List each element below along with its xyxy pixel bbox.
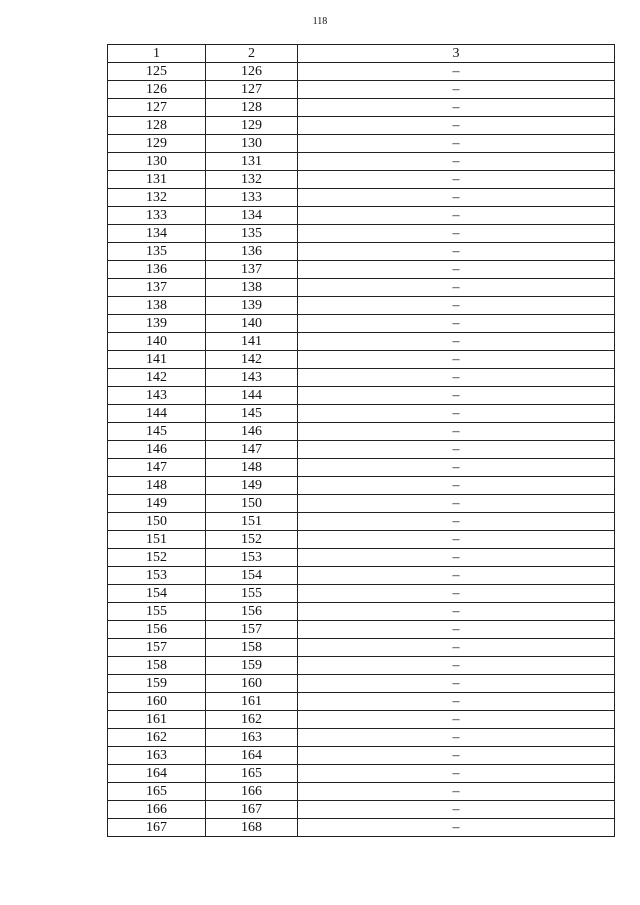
table-cell-col-1: 143 bbox=[108, 387, 206, 405]
table-cell-col-2: 140 bbox=[206, 315, 298, 333]
table-cell-col-2: 156 bbox=[206, 603, 298, 621]
table-row bbox=[108, 531, 615, 549]
table-row bbox=[108, 783, 615, 801]
table-cell-col-2: 151 bbox=[206, 513, 298, 531]
table-cell-col-3: – bbox=[298, 495, 615, 513]
table-cell-col-3: – bbox=[298, 549, 615, 567]
table-cell-col-1: 158 bbox=[108, 657, 206, 675]
table-row bbox=[108, 81, 615, 99]
table-cell-col-2: 144 bbox=[206, 387, 298, 405]
table-cell-col-1: 159 bbox=[108, 675, 206, 693]
table-row bbox=[108, 225, 615, 243]
table-cell-col-3: – bbox=[298, 387, 615, 405]
table-row bbox=[108, 387, 615, 405]
table-header bbox=[108, 45, 615, 63]
table-row bbox=[108, 261, 615, 279]
table-cell-col-3: – bbox=[298, 153, 615, 171]
table-cell-col-3: – bbox=[298, 207, 615, 225]
table-row bbox=[108, 675, 615, 693]
table-cell-col-2: 134 bbox=[206, 207, 298, 225]
table-cell-col-2: 167 bbox=[206, 801, 298, 819]
table-cell-col-2: 131 bbox=[206, 153, 298, 171]
table-row bbox=[108, 117, 615, 135]
table-cell-col-2: 165 bbox=[206, 765, 298, 783]
table-cell-col-1: 139 bbox=[108, 315, 206, 333]
table-cell-col-3: – bbox=[298, 189, 615, 207]
table-cell-col-2: 143 bbox=[206, 369, 298, 387]
table-row bbox=[108, 279, 615, 297]
table-cell-col-2: 168 bbox=[206, 819, 298, 837]
table-cell-col-3: – bbox=[298, 333, 615, 351]
table-row bbox=[108, 711, 615, 729]
table-row bbox=[108, 315, 615, 333]
table-cell-col-3: – bbox=[298, 315, 615, 333]
table-cell-col-2: 142 bbox=[206, 351, 298, 369]
table-cell-col-1: 125 bbox=[108, 63, 206, 81]
table-row bbox=[108, 405, 615, 423]
table-cell-col-2: 130 bbox=[206, 135, 298, 153]
table-cell-col-3: – bbox=[298, 711, 615, 729]
table-cell-col-3: – bbox=[298, 747, 615, 765]
table-cell-col-2: 153 bbox=[206, 549, 298, 567]
table-row bbox=[108, 63, 615, 81]
page-number: 118 bbox=[312, 16, 328, 27]
table-cell-col-2: 129 bbox=[206, 117, 298, 135]
table-cell-col-3: – bbox=[298, 369, 615, 387]
table-row bbox=[108, 189, 615, 207]
table-cell-col-2: 146 bbox=[206, 423, 298, 441]
table-cell-col-1: 138 bbox=[108, 297, 206, 315]
table-cell-col-1: 137 bbox=[108, 279, 206, 297]
table-cell-col-1: 148 bbox=[108, 477, 206, 495]
table-cell-col-3: – bbox=[298, 693, 615, 711]
table-row bbox=[108, 441, 615, 459]
table-cell-col-1: 140 bbox=[108, 333, 206, 351]
table-row bbox=[108, 423, 615, 441]
table-cell-col-3: – bbox=[298, 63, 615, 81]
table-cell-col-1: 142 bbox=[108, 369, 206, 387]
table-cell-col-1: 154 bbox=[108, 585, 206, 603]
table-cell-col-3: – bbox=[298, 225, 615, 243]
table-cell-col-3: – bbox=[298, 351, 615, 369]
table-cell-col-1: 127 bbox=[108, 99, 206, 117]
table-row bbox=[108, 801, 615, 819]
table-cell-col-2: 150 bbox=[206, 495, 298, 513]
table-row bbox=[108, 369, 615, 387]
column-header-1: 1 bbox=[108, 45, 206, 63]
table-cell-col-3: – bbox=[298, 675, 615, 693]
table-row bbox=[108, 657, 615, 675]
table-cell-col-1: 133 bbox=[108, 207, 206, 225]
table-cell-col-3: – bbox=[298, 513, 615, 531]
table-row bbox=[108, 693, 615, 711]
table-cell-col-2: 154 bbox=[206, 567, 298, 585]
table-cell-col-1: 132 bbox=[108, 189, 206, 207]
table-row bbox=[108, 603, 615, 621]
table-cell-col-2: 162 bbox=[206, 711, 298, 729]
table-row bbox=[108, 297, 615, 315]
table-cell-col-2: 136 bbox=[206, 243, 298, 261]
table-cell-col-2: 157 bbox=[206, 621, 298, 639]
table-cell-col-3: – bbox=[298, 783, 615, 801]
table-cell-col-1: 145 bbox=[108, 423, 206, 441]
table-row bbox=[108, 477, 615, 495]
table-row bbox=[108, 513, 615, 531]
column-header-3: 3 bbox=[298, 45, 615, 63]
table-row bbox=[108, 171, 615, 189]
table-cell-col-3: – bbox=[298, 117, 615, 135]
table-row bbox=[108, 549, 615, 567]
table-row bbox=[108, 585, 615, 603]
table-cell-col-1: 149 bbox=[108, 495, 206, 513]
table-cell-col-3: – bbox=[298, 603, 615, 621]
table-cell-col-1: 165 bbox=[108, 783, 206, 801]
table-row bbox=[108, 747, 615, 765]
table-cell-col-2: 128 bbox=[206, 99, 298, 117]
table-cell-col-3: – bbox=[298, 135, 615, 153]
table-cell-col-1: 128 bbox=[108, 117, 206, 135]
table-cell-col-1: 167 bbox=[108, 819, 206, 837]
table-cell-col-1: 141 bbox=[108, 351, 206, 369]
table-cell-col-2: 141 bbox=[206, 333, 298, 351]
table-cell-col-2: 137 bbox=[206, 261, 298, 279]
table-cell-col-2: 159 bbox=[206, 657, 298, 675]
table-cell-col-2: 152 bbox=[206, 531, 298, 549]
table-row bbox=[108, 621, 615, 639]
table-row bbox=[108, 819, 615, 837]
table-cell-col-2: 132 bbox=[206, 171, 298, 189]
table-row bbox=[108, 729, 615, 747]
table-cell-col-3: – bbox=[298, 621, 615, 639]
table-row bbox=[108, 243, 615, 261]
header-row bbox=[108, 45, 615, 63]
table-cell-col-2: 164 bbox=[206, 747, 298, 765]
table-cell-col-2: 133 bbox=[206, 189, 298, 207]
table-cell-col-1: 164 bbox=[108, 765, 206, 783]
table-cell-col-3: – bbox=[298, 297, 615, 315]
table-body bbox=[108, 63, 615, 837]
table-row bbox=[108, 207, 615, 225]
table-cell-col-1: 163 bbox=[108, 747, 206, 765]
table-cell-col-3: – bbox=[298, 567, 615, 585]
table-cell-col-3: – bbox=[298, 765, 615, 783]
table-cell-col-1: 130 bbox=[108, 153, 206, 171]
table-cell-col-1: 166 bbox=[108, 801, 206, 819]
table-cell-col-3: – bbox=[298, 441, 615, 459]
data-table bbox=[107, 44, 615, 837]
table-cell-col-2: 145 bbox=[206, 405, 298, 423]
table-cell-col-2: 147 bbox=[206, 441, 298, 459]
table-cell-col-2: 135 bbox=[206, 225, 298, 243]
table-row bbox=[108, 99, 615, 117]
table-row bbox=[108, 153, 615, 171]
table-row bbox=[108, 459, 615, 477]
table-cell-col-3: – bbox=[298, 171, 615, 189]
table-cell-col-3: – bbox=[298, 657, 615, 675]
table-cell-col-1: 157 bbox=[108, 639, 206, 657]
table-cell-col-1: 153 bbox=[108, 567, 206, 585]
table-row bbox=[108, 765, 615, 783]
table-cell-col-2: 160 bbox=[206, 675, 298, 693]
table-cell-col-2: 126 bbox=[206, 63, 298, 81]
table-cell-col-1: 135 bbox=[108, 243, 206, 261]
table-cell-col-3: – bbox=[298, 405, 615, 423]
table-cell-col-2: 138 bbox=[206, 279, 298, 297]
table-cell-col-1: 160 bbox=[108, 693, 206, 711]
table-cell-col-1: 136 bbox=[108, 261, 206, 279]
table-cell-col-3: – bbox=[298, 639, 615, 657]
table-row bbox=[108, 351, 615, 369]
table-cell-col-1: 146 bbox=[108, 441, 206, 459]
table-cell-col-3: – bbox=[298, 531, 615, 549]
table-cell-col-1: 144 bbox=[108, 405, 206, 423]
table-cell-col-2: 148 bbox=[206, 459, 298, 477]
table-cell-col-1: 156 bbox=[108, 621, 206, 639]
table-cell-col-3: – bbox=[298, 459, 615, 477]
table-cell-col-3: – bbox=[298, 477, 615, 495]
table-row bbox=[108, 639, 615, 657]
table-cell-col-3: – bbox=[298, 423, 615, 441]
table-cell-col-2: 139 bbox=[206, 297, 298, 315]
column-header-2: 2 bbox=[206, 45, 298, 63]
table-cell-col-3: – bbox=[298, 729, 615, 747]
table-cell-col-2: 149 bbox=[206, 477, 298, 495]
table-cell-col-3: – bbox=[298, 99, 615, 117]
table-cell-col-2: 127 bbox=[206, 81, 298, 99]
table-cell-col-3: – bbox=[298, 261, 615, 279]
table-cell-col-2: 158 bbox=[206, 639, 298, 657]
table-cell-col-2: 166 bbox=[206, 783, 298, 801]
table-cell-col-2: 163 bbox=[206, 729, 298, 747]
table-cell-col-1: 126 bbox=[108, 81, 206, 99]
table-cell-col-2: 161 bbox=[206, 693, 298, 711]
table-cell-col-1: 131 bbox=[108, 171, 206, 189]
table-row bbox=[108, 567, 615, 585]
table-cell-col-1: 134 bbox=[108, 225, 206, 243]
table-cell-col-3: – bbox=[298, 279, 615, 297]
table-cell-col-1: 161 bbox=[108, 711, 206, 729]
table-cell-col-1: 151 bbox=[108, 531, 206, 549]
table-cell-col-3: – bbox=[298, 243, 615, 261]
table-row bbox=[108, 333, 615, 351]
table-cell-col-3: – bbox=[298, 585, 615, 603]
table-cell-col-1: 155 bbox=[108, 603, 206, 621]
table-row bbox=[108, 495, 615, 513]
table-cell-col-3: – bbox=[298, 81, 615, 99]
table-cell-col-1: 150 bbox=[108, 513, 206, 531]
table-cell-col-1: 162 bbox=[108, 729, 206, 747]
table-cell-col-1: 129 bbox=[108, 135, 206, 153]
table-cell-col-3: – bbox=[298, 819, 615, 837]
table-row bbox=[108, 135, 615, 153]
table-cell-col-1: 152 bbox=[108, 549, 206, 567]
table-cell-col-2: 155 bbox=[206, 585, 298, 603]
table-cell-col-1: 147 bbox=[108, 459, 206, 477]
table-cell-col-3: – bbox=[298, 801, 615, 819]
